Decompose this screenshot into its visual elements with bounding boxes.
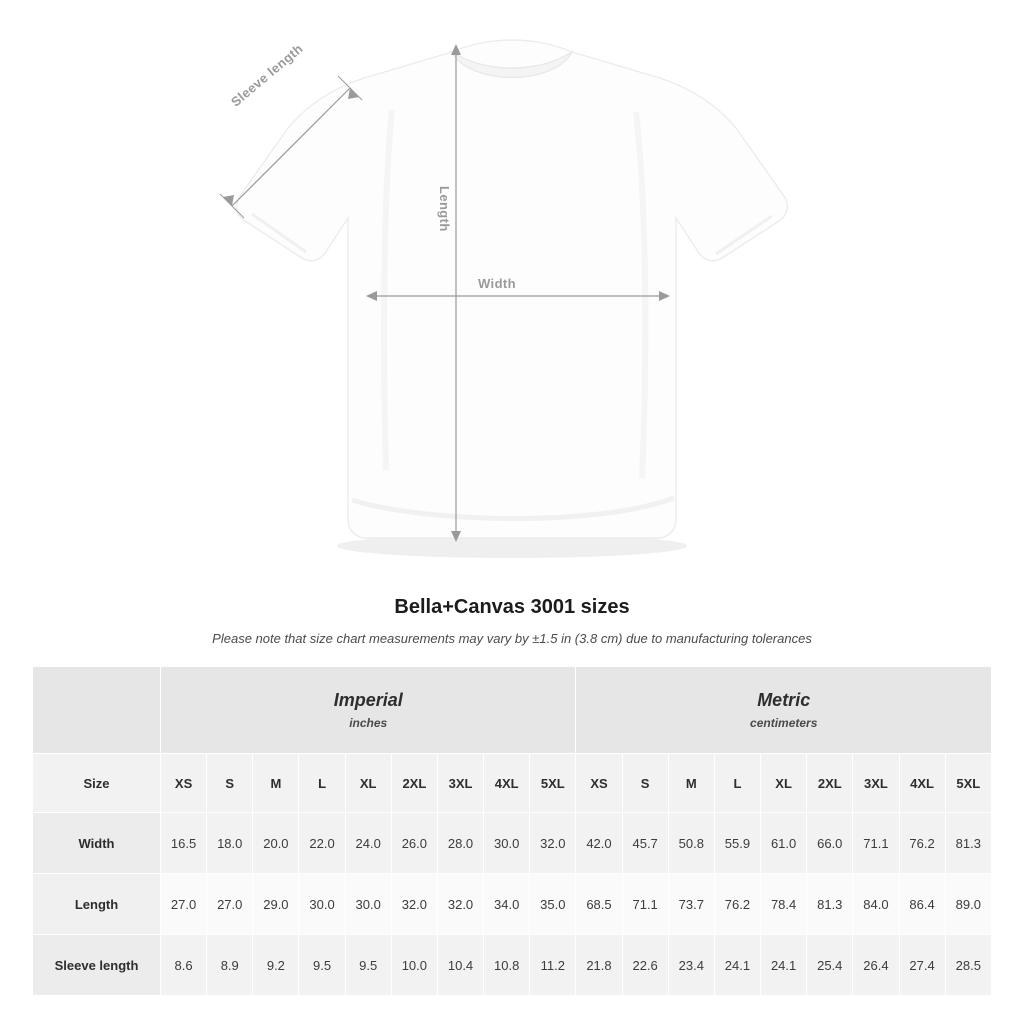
cell-width-0: 16.5 — [161, 813, 207, 874]
cell-width-1: 18.0 — [207, 813, 253, 874]
cell-width-12: 55.9 — [714, 813, 760, 874]
cell-sleeve-6: 10.4 — [437, 935, 483, 996]
unit-group-imperial-sub: inches — [349, 716, 388, 730]
cell-length-0: 27.0 — [161, 874, 207, 935]
unit-group-imperial-name: Imperial — [333, 690, 403, 710]
unit-group-metric — [576, 667, 992, 754]
row-label-sleeve-length: Sleeve length — [33, 935, 161, 996]
cell-sleeve-12: 24.1 — [714, 935, 760, 996]
size-header-row — [33, 754, 992, 813]
cell-sleeve-14: 25.4 — [807, 935, 853, 996]
cell-sleeve-11: 23.4 — [668, 935, 714, 996]
tolerance-note: Please note that size chart measurements may vary by ±1.5 in (3.8 cm) due to manufacturing tolerances — [212, 631, 812, 646]
size-header-cell: XL — [761, 754, 807, 813]
size-header-label: Size — [33, 754, 161, 813]
width-label: Width — [478, 276, 516, 291]
cell-sleeve-15: 26.4 — [853, 935, 899, 996]
cell-length-11: 73.7 — [668, 874, 714, 935]
cell-sleeve-0: 8.6 — [161, 935, 207, 996]
title-block — [0, 596, 1024, 646]
cell-length-10: 71.1 — [622, 874, 668, 935]
cell-width-14: 66.0 — [807, 813, 853, 874]
cell-sleeve-2: 9.2 — [253, 935, 299, 996]
cell-length-2: 29.0 — [253, 874, 299, 935]
page-title: Bella+Canvas 3001 sizes — [394, 596, 630, 618]
cell-length-5: 32.0 — [391, 874, 437, 935]
cell-sleeve-17: 28.5 — [945, 935, 991, 996]
cell-length-16: 86.4 — [899, 874, 945, 935]
size-header-cell: 3XL — [853, 754, 899, 813]
unit-header-row — [33, 667, 992, 754]
unit-group-imperial — [161, 667, 576, 754]
size-header-cell: S — [622, 754, 668, 813]
size-header-cell: M — [253, 754, 299, 813]
cell-sleeve-13: 24.1 — [761, 935, 807, 996]
cell-width-6: 28.0 — [437, 813, 483, 874]
cell-length-17: 89.0 — [945, 874, 991, 935]
cell-length-6: 32.0 — [437, 874, 483, 935]
table-row — [33, 935, 992, 996]
cell-length-4: 30.0 — [345, 874, 391, 935]
cell-sleeve-9: 21.8 — [576, 935, 622, 996]
cell-width-2: 20.0 — [253, 813, 299, 874]
cell-length-12: 76.2 — [714, 874, 760, 935]
cell-width-5: 26.0 — [391, 813, 437, 874]
row-label-length: Length — [33, 874, 161, 935]
length-label: Length — [437, 186, 452, 232]
size-header-cell: 4XL — [899, 754, 945, 813]
size-header-cell: XS — [576, 754, 622, 813]
cell-width-10: 45.7 — [622, 813, 668, 874]
cell-width-17: 81.3 — [945, 813, 991, 874]
size-header-cell: 2XL — [807, 754, 853, 813]
size-header-cell: L — [299, 754, 345, 813]
size-header-cell: XL — [345, 754, 391, 813]
cell-sleeve-7: 10.8 — [484, 935, 530, 996]
cell-width-11: 50.8 — [668, 813, 714, 874]
cell-width-16: 76.2 — [899, 813, 945, 874]
cell-sleeve-3: 9.5 — [299, 935, 345, 996]
cell-width-15: 71.1 — [853, 813, 899, 874]
size-header-cell: 4XL — [484, 754, 530, 813]
cell-length-15: 84.0 — [853, 874, 899, 935]
size-header-cell: XS — [161, 754, 207, 813]
cell-width-4: 24.0 — [345, 813, 391, 874]
cell-length-1: 27.0 — [207, 874, 253, 935]
sleeve-length-label: Sleeve length — [228, 40, 306, 110]
row-label-width: Width — [33, 813, 161, 874]
cell-length-9: 68.5 — [576, 874, 622, 935]
cell-length-13: 78.4 — [761, 874, 807, 935]
cell-width-3: 22.0 — [299, 813, 345, 874]
cell-sleeve-16: 27.4 — [899, 935, 945, 996]
cell-width-8: 32.0 — [530, 813, 576, 874]
size-header-cell: 3XL — [437, 754, 483, 813]
cell-sleeve-1: 8.9 — [207, 935, 253, 996]
size-chart-table — [32, 666, 992, 996]
unit-group-metric-sub: centimeters — [750, 716, 818, 730]
size-header-cell: S — [207, 754, 253, 813]
cell-width-13: 61.0 — [761, 813, 807, 874]
cell-length-14: 81.3 — [807, 874, 853, 935]
cell-length-7: 34.0 — [484, 874, 530, 935]
tshirt-graphic — [237, 40, 788, 558]
cell-length-3: 30.0 — [299, 874, 345, 935]
unit-corner-cell — [33, 667, 161, 754]
unit-group-metric-name: Metric — [757, 690, 811, 710]
cell-length-8: 35.0 — [530, 874, 576, 935]
cell-sleeve-4: 9.5 — [345, 935, 391, 996]
cell-width-9: 42.0 — [576, 813, 622, 874]
cell-sleeve-8: 11.2 — [530, 935, 576, 996]
cell-width-7: 30.0 — [484, 813, 530, 874]
cell-sleeve-5: 10.0 — [391, 935, 437, 996]
cell-sleeve-10: 22.6 — [622, 935, 668, 996]
size-chart-table-wrapper — [32, 666, 992, 996]
table-row — [33, 813, 992, 874]
size-header-cell: L — [714, 754, 760, 813]
size-header-cell: 5XL — [530, 754, 576, 813]
size-header-cell: 2XL — [391, 754, 437, 813]
size-header-cell: 5XL — [945, 754, 991, 813]
size-header-cell: M — [668, 754, 714, 813]
table-row — [33, 874, 992, 935]
